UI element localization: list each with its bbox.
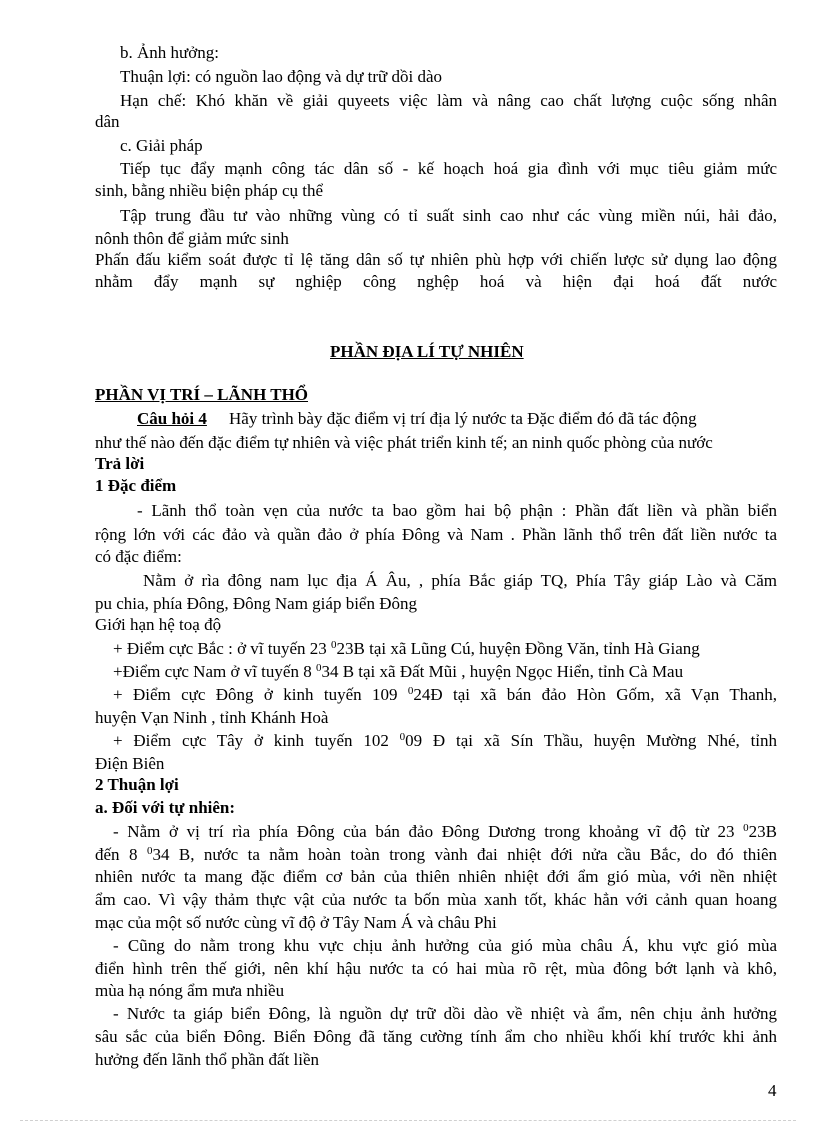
heading-giai-phap: c. Giải pháp [120,136,203,155]
paragraph-line [113,821,777,842]
degree-mark: 0 [743,822,749,834]
paragraph-line: Thuận lợi: có nguồn lao động và dự trữ dồi dào [120,67,443,86]
paragraph-text: đến 8 [95,845,147,864]
footer-divider [20,1120,796,1121]
paragraph-line: Phấn đấu kiểm soát được tỉ lệ tăng dân số tự nhiên phù hợp với chiến lược sử dụng lao động [95,250,777,269]
answer-label: Trả lời [95,454,145,473]
question-label: Câu hỏi 4 [137,409,207,428]
paragraph-line [95,844,777,865]
sub-title: PHẦN VỊ TRÍ – LÃNH THỔ [95,385,309,404]
extreme-point-text: + Điểm cực Đông ở kinh tuyến 109 [113,685,408,704]
paragraph-line: mùa hạ nóng ẩm mưa nhiều [95,981,285,1000]
paragraph-line: huyện Vạn Ninh , tỉnh Khánh Hoà [95,708,329,727]
paragraph-line: Giới hạn hệ toạ độ [95,615,222,634]
degree-mark: 0 [407,685,414,697]
paragraph-line: nônh thôn để giảm mức sinh [95,229,289,248]
extreme-point-text: 09 Đ tại xã Sín Thầu, huyện Mường Nhé, tỉnh [405,731,778,750]
extreme-point-east [113,684,777,705]
question-text: Hãy trình bày đặc điểm vị trí địa lý nước ta Đặc điểm đó đã tác động [229,409,697,428]
paragraph-line: ẩm cao. Vì vậy thảm thực vật của nước ta bốn mùa xanh tốt, khác hẳn với cảnh quan hoang [95,890,777,909]
heading-thuan-loi: 2 Thuận lợi [95,775,179,794]
paragraph-line: nhằm đẩy mạnh sự nghiệp công nghệp hoá và hiện đại hoá đất nước [95,272,777,291]
paragraph-line: dân [95,112,120,131]
paragraph-line: sinh, bằng nhiều biện pháp cụ thể [95,181,324,200]
extreme-point-text: 23B tại xã Lũng Cú, huyện Đồng Văn, tỉnh Hà Giang [336,639,700,658]
heading-dac-diem: 1 Đặc điểm [95,476,177,495]
section-title: PHẦN ĐỊA LÍ TỰ NHIÊN [330,342,524,361]
extreme-point-text: 24Đ tại xã bán đảo Hòn Gốm, xã Vạn Thanh, [413,685,777,704]
page-number: 4 [768,1081,777,1100]
paragraph-line: Tập trung đầu tư vào những vùng có tỉ suất sinh cao như các vùng miền núi, hải đảo, [120,206,777,225]
paragraph-line: Hạn chế: Khó khăn về giải quyeets việc làm và nâng cao chất lượng cuộc sống nhân [120,91,777,110]
paragraph-line: - Cũng do nằm trong khu vực chịu ảnh hưởng của gió mùa châu Á, khu vực gió mùa [113,936,777,955]
paragraph-line: Nằm ở rìa đông nam lục địa Á Âu, , phía Bắc giáp TQ, Phía Tây giáp Lào và Căm [143,571,777,590]
paragraph-line: rộng lớn với các đảo và quần đảo ở phía Đông và Nam . Phần lãnh thổ trên đất liền nước ta [95,525,777,544]
paragraph-line: - Lãnh thổ toàn vẹn của nước ta bao gồm hai bộ phận : Phần đất liền và phần biển [137,501,777,520]
degree-mark: 0 [146,845,153,857]
degree-mark: 0 [315,662,322,674]
degree-mark: 0 [399,731,406,743]
paragraph-text: - Nằm ở vị trí rìa phía Đông của bán đảo Đông Dương trong khoảng vĩ độ từ 23 [113,822,744,841]
paragraph-text: 23B [748,822,777,841]
extreme-point-text: + Điểm cực Bắc : ở vĩ tuyến 23 [113,639,332,658]
extreme-point-south [113,661,683,682]
degree-mark: 0 [331,639,337,651]
paragraph-line: hưởng đến lãnh thổ phần đất liền [95,1050,320,1069]
heading-tu-nhien: a. Đối với tự nhiên: [95,798,236,817]
paragraph-line: điển hình trên thế giới, nên khí hậu nước ta có hai mùa rõ rệt, mùa đông bớt lạnh và khô, [95,959,777,978]
paragraph-line: có đặc điểm: [95,547,182,566]
paragraph-line: - Nước ta giáp biển Đông, là nguồn dự trữ dồi dào về nhiệt và ẩm, nên chịu ảnh hưởng [113,1004,777,1023]
heading-anh-huong: b. Ảnh hưởng: [120,43,219,62]
extreme-point-west [113,730,777,751]
paragraph-line: Điện Biên [95,754,165,773]
paragraph-line: sâu sắc của biển Đông. Biển Đông đã tăng cường tính ẩm cho nhiều khối khí trước khi ảnh [95,1027,777,1046]
paragraph-text: 34 B, nước ta nằm hoàn toàn trong vành đai nhiệt đới nửa cầu Bắc, do đó thiên [152,845,778,864]
paragraph-line: pu chia, phía Đông, Đông Nam giáp biển Đông [95,594,417,613]
extreme-point-text: +Điểm cực Nam ở vĩ tuyến 8 [113,662,316,681]
extreme-point-north [113,638,700,659]
paragraph-line: nhiên nước ta mang đặc điểm cơ bản của thiên nhiên nhiệt đới ẩm gió mùa, với nền nhiệt [95,867,777,886]
paragraph-line: Tiếp tục đẩy mạnh công tác dân số - kế hoạch hoá gia đình với mục tiêu giảm mức [120,159,777,178]
paragraph-line: mạc của một số nước cùng vĩ độ ở Tây Nam Á và châu Phi [95,913,497,932]
question-text-continued: như thế nào đến đặc điểm tự nhiên và việc phát triển kinh tế; an ninh quốc phòng của nước [95,433,713,452]
extreme-point-text: + Điểm cực Tây ở kinh tuyến 102 [113,731,400,750]
extreme-point-text: 34 B tại xã Đất Mũi , huyện Ngọc Hiển, tỉnh Cà Mau [321,662,684,681]
